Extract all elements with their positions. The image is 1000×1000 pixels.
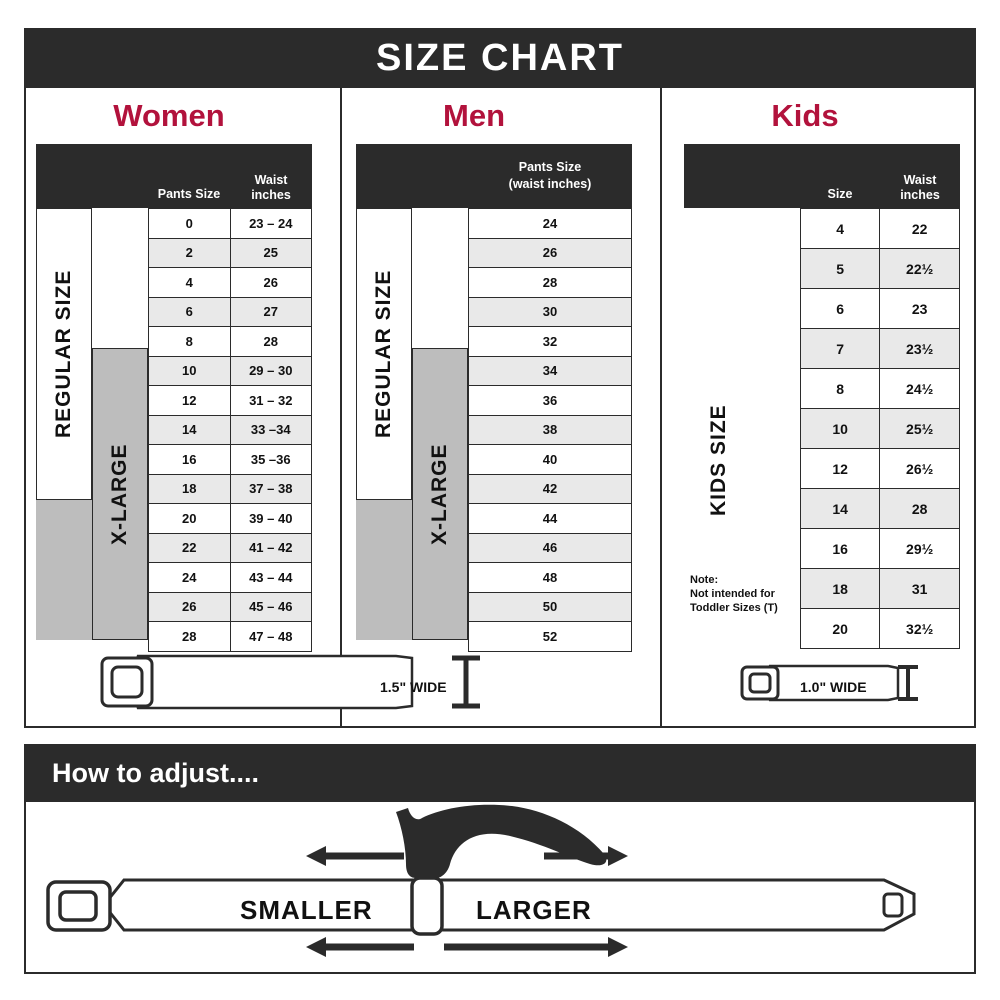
kids-col-header-size: Size <box>827 187 853 201</box>
cell-waist: 45 – 46 <box>230 592 312 622</box>
cell-waist: 28 <box>230 327 312 357</box>
table-row <box>801 289 960 329</box>
cell-size: 40 <box>469 445 632 475</box>
table-row <box>149 415 312 445</box>
cell-size: 36 <box>469 386 632 416</box>
table-row <box>801 489 960 529</box>
table-row <box>149 297 312 327</box>
divider-men-kids <box>660 88 662 726</box>
section-title-men: Men <box>443 98 505 133</box>
table-row <box>149 327 312 357</box>
cell-size: 0 <box>149 209 231 239</box>
how-to-adjust-heading: How to adjust.... <box>24 744 976 802</box>
cell-size: 6 <box>801 289 880 329</box>
table-row <box>469 533 632 563</box>
cell-waist: 25 <box>230 238 312 268</box>
kids-col-headers <box>684 144 960 208</box>
cell-waist: 29½ <box>880 529 960 569</box>
table-row <box>469 445 632 475</box>
cell-waist: 27 <box>230 297 312 327</box>
table-row <box>469 474 632 504</box>
cell-size: 20 <box>801 609 880 649</box>
cell-size: 28 <box>149 622 231 652</box>
adjust-belt-graphic <box>24 802 976 974</box>
cell-waist: 35 –36 <box>230 445 312 475</box>
kids-table <box>800 208 960 649</box>
cell-waist: 37 – 38 <box>230 474 312 504</box>
page-title: SIZE CHART <box>24 28 976 88</box>
kids-side-label: KIDS SIZE <box>684 350 754 570</box>
table-row <box>801 609 960 649</box>
cell-size: 5 <box>801 249 880 289</box>
table-row <box>149 445 312 475</box>
table-row <box>149 238 312 268</box>
kids-note: Note: Not intended for Toddler Sizes (T) <box>690 574 778 614</box>
women-col-header-waist: Waist inches <box>251 173 291 202</box>
table-row <box>149 563 312 593</box>
table-row <box>149 268 312 298</box>
cell-waist: 33 –34 <box>230 415 312 445</box>
cell-size: 18 <box>149 474 231 504</box>
cell-size: 14 <box>801 489 880 529</box>
cell-size: 12 <box>801 449 880 489</box>
cell-waist: 29 – 30 <box>230 356 312 386</box>
cell-waist: 32½ <box>880 609 960 649</box>
table-row <box>469 327 632 357</box>
table-row <box>469 386 632 416</box>
cell-size: 26 <box>149 592 231 622</box>
women-side-label-regular: REGULAR SIZE <box>36 208 92 500</box>
table-row <box>469 356 632 386</box>
divider-women-men <box>340 88 342 726</box>
men-col-headers <box>356 144 632 208</box>
cell-size: 18 <box>801 569 880 609</box>
cell-size: 24 <box>149 563 231 593</box>
table-row <box>149 592 312 622</box>
table-row <box>469 563 632 593</box>
cell-size: 48 <box>469 563 632 593</box>
cell-size: 8 <box>801 369 880 409</box>
cell-waist: 23½ <box>880 329 960 369</box>
cell-size: 28 <box>469 268 632 298</box>
women-col-headers <box>36 144 312 208</box>
cell-waist: 24½ <box>880 369 960 409</box>
cell-size: 10 <box>149 356 231 386</box>
cell-size: 7 <box>801 329 880 369</box>
cell-size: 26 <box>469 238 632 268</box>
table-row <box>801 369 960 409</box>
smaller-label: SMALLER <box>240 895 373 925</box>
cell-waist: 22½ <box>880 249 960 289</box>
table-row <box>801 569 960 609</box>
cell-size: 10 <box>801 409 880 449</box>
section-title-kids: Kids <box>771 98 839 133</box>
cell-waist: 26 <box>230 268 312 298</box>
section-title-women: Women <box>113 98 225 133</box>
cell-waist: 28 <box>880 489 960 529</box>
cell-size: 42 <box>469 474 632 504</box>
cell-waist: 47 – 48 <box>230 622 312 652</box>
cell-size: 32 <box>469 327 632 357</box>
cell-size: 22 <box>149 533 231 563</box>
table-row <box>149 533 312 563</box>
table-row <box>469 238 632 268</box>
cell-size: 12 <box>149 386 231 416</box>
cell-waist: 23 <box>880 289 960 329</box>
table-row <box>801 329 960 369</box>
table-row <box>801 449 960 489</box>
table-row <box>469 592 632 622</box>
cell-size: 24 <box>469 209 632 239</box>
table-row <box>149 474 312 504</box>
table-row <box>469 622 632 652</box>
table-row <box>149 356 312 386</box>
cell-size: 14 <box>149 415 231 445</box>
larger-label: LARGER <box>476 895 592 925</box>
table-row <box>149 209 312 239</box>
cell-size: 44 <box>469 504 632 534</box>
men-side-label-regular: REGULAR SIZE <box>356 208 412 500</box>
cell-waist: 22 <box>880 209 960 249</box>
table-row <box>469 268 632 298</box>
cell-size: 2 <box>149 238 231 268</box>
cell-waist: 25½ <box>880 409 960 449</box>
cell-size: 38 <box>469 415 632 445</box>
cell-size: 4 <box>149 268 231 298</box>
cell-waist: 23 – 24 <box>230 209 312 239</box>
women-side-label-xlarge: X-LARGE <box>92 348 148 640</box>
table-row <box>801 249 960 289</box>
adult-belt-width-label: 1.5" WIDE <box>380 679 447 695</box>
cell-size: 34 <box>469 356 632 386</box>
cell-waist: 39 – 40 <box>230 504 312 534</box>
table-row <box>469 415 632 445</box>
men-col-header-pants: Pants Size (waist inches) <box>508 160 592 191</box>
cell-size: 30 <box>469 297 632 327</box>
table-row <box>149 504 312 534</box>
adult-belt-graphic <box>96 648 526 716</box>
table-row <box>149 622 312 652</box>
kids-belt-width-label: 1.0" WIDE <box>800 679 867 695</box>
cell-waist: 41 – 42 <box>230 533 312 563</box>
cell-size: 8 <box>149 327 231 357</box>
table-row <box>801 209 960 249</box>
table-row <box>469 504 632 534</box>
table-row <box>469 209 632 239</box>
men-side-label-xlarge: X-LARGE <box>412 348 468 640</box>
cell-size: 16 <box>149 445 231 475</box>
cell-size: 20 <box>149 504 231 534</box>
table-row <box>801 529 960 569</box>
cell-size: 4 <box>801 209 880 249</box>
table-row <box>149 386 312 416</box>
cell-waist: 26½ <box>880 449 960 489</box>
women-table <box>148 208 312 652</box>
cell-size: 16 <box>801 529 880 569</box>
cell-size: 6 <box>149 297 231 327</box>
cell-size: 52 <box>469 622 632 652</box>
cell-waist: 31 – 32 <box>230 386 312 416</box>
cell-waist: 31 <box>880 569 960 609</box>
cell-size: 46 <box>469 533 632 563</box>
kids-col-header-waist: Waist inches <box>900 173 940 202</box>
table-row <box>801 409 960 449</box>
cell-size: 50 <box>469 592 632 622</box>
cell-waist: 43 – 44 <box>230 563 312 593</box>
men-table <box>468 208 632 652</box>
women-col-header-pants: Pants Size <box>157 187 221 201</box>
table-row <box>469 297 632 327</box>
